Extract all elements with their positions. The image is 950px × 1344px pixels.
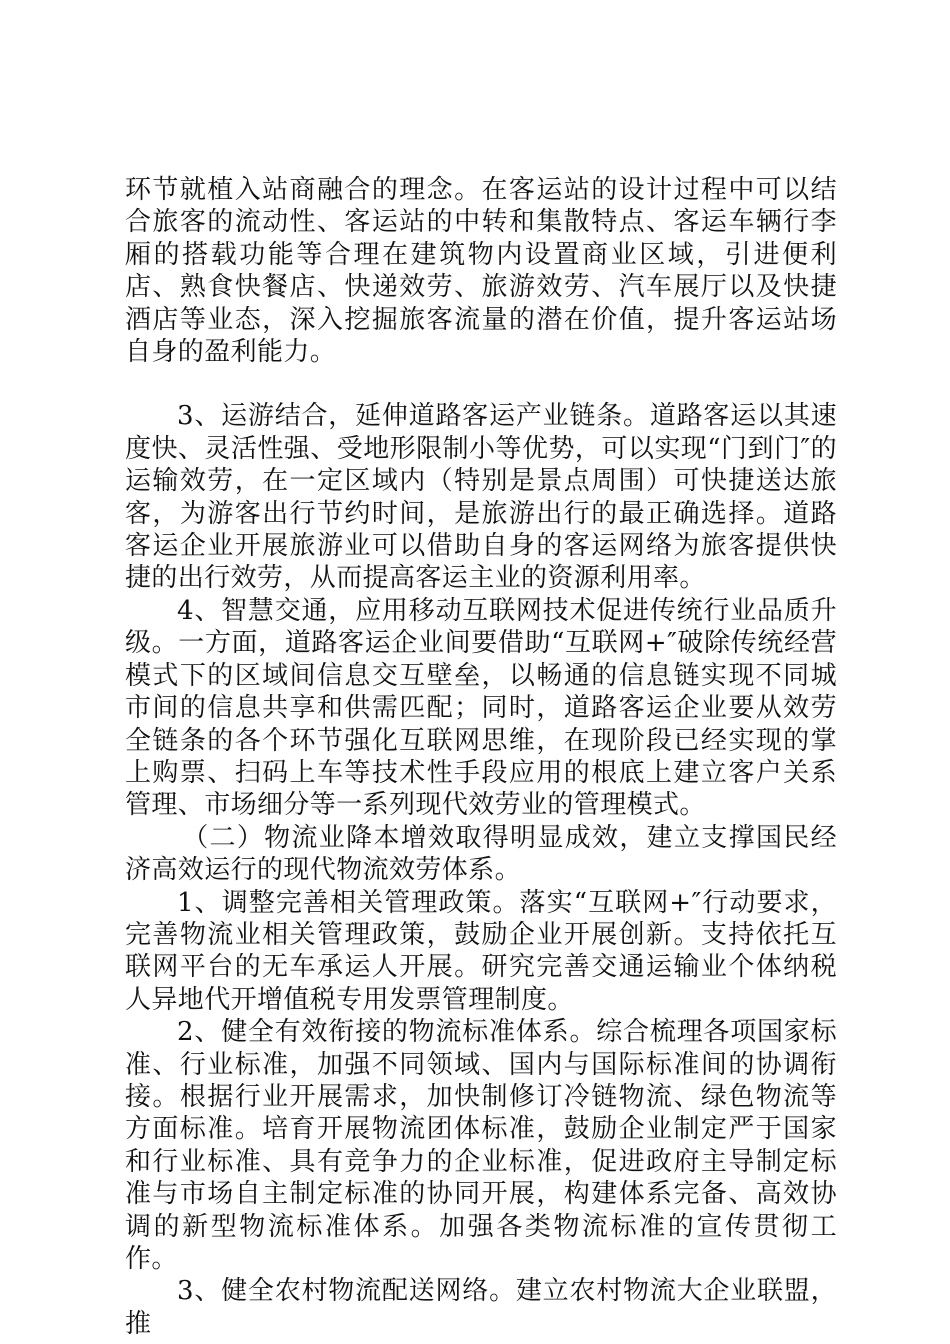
paragraph-management-policy: 1、调整完善相关管理政策。落实“互联网+″行动要求，完善物流业相关管理政策，鼓励企业开展创新。支持依托互联网平台的无车承运人开展。研究完善交通运输业个体纳税人异地代开增值税专用发票管理制度。 [125,887,837,1015]
paragraph-logistics-standards: 2、健全有效衔接的物流标准体系。综合梳理各项国家标准、行业标准，加强不同领域、国内与国际标准间的协调衔接。根据行业开展需求，加快制修订冷链物流、绿色物流等方面标准。培育开展物流团体标准，鼓励企业制定严于国家和行业标准、具有竞争力的企业标准，促进政府主导制定标准与市场自主制定标准的协同开展，构建体系完备、高效协调的新型物流标准体系。加强各类物流标准的宣传贯彻工作。 [125,1017,837,1274]
paragraph-station-commerce: 环节就植入站商融合的理念。在客运站的设计过程中可以结合旅客的流动性、客运站的中转和集散特点、客运车辆行李厢的搭载功能等合理在建筑物内设置商业区域，引进便利店、熟食快餐店、快递效劳、旅游效劳、汽车展厅以及快捷酒店等业态，深入挖掘旅客流量的潜在价值，提升客运站场自身的盈利能力。 [125,175,837,368]
paragraph-smart-transport: 4、智慧交通，应用移动互联网技术促进传统行业品质升级。一方面，道路客运企业间要借助“互联网+″破除传统经营模式下的区域间信息交互壁垒，以畅通的信息链实现不同城市间的信息共享和供需匹配；同时，道路客运企业要从效劳全链条的各个环节强化互联网思维，在现阶段已经实现的掌上购票、扫码上车等技术性手段应用的根底上建立客户关系管理、市场细分等一系列现代效劳业的管理模式。 [125,595,837,821]
document-body [125,174,837,1340]
paragraph-tourism-integration: 3、运游结合，延伸道路客运产业链条。道路客运以其速度快、灵活性强、受地形限制小等优势，可以实现“门到门″的运输效劳，在一定区域内（特别是景点周围）可快捷送达旅客，为游客出行节约时间，是旅游出行的最正确选择。道路客运企业开展旅游业可以借助自身的客运网络为旅客提供快捷的出行效劳，从而提高客运主业的资源利用率。 [125,401,837,594]
paragraph-rural-logistics: 3、健全农村物流配送网络。建立农村物流大企业联盟，推 [125,1276,837,1339]
section-heading-logistics: （二）物流业降本增效取得明显成效，建立支撑国民经济高效运行的现代物流效劳体系。 [125,822,837,886]
